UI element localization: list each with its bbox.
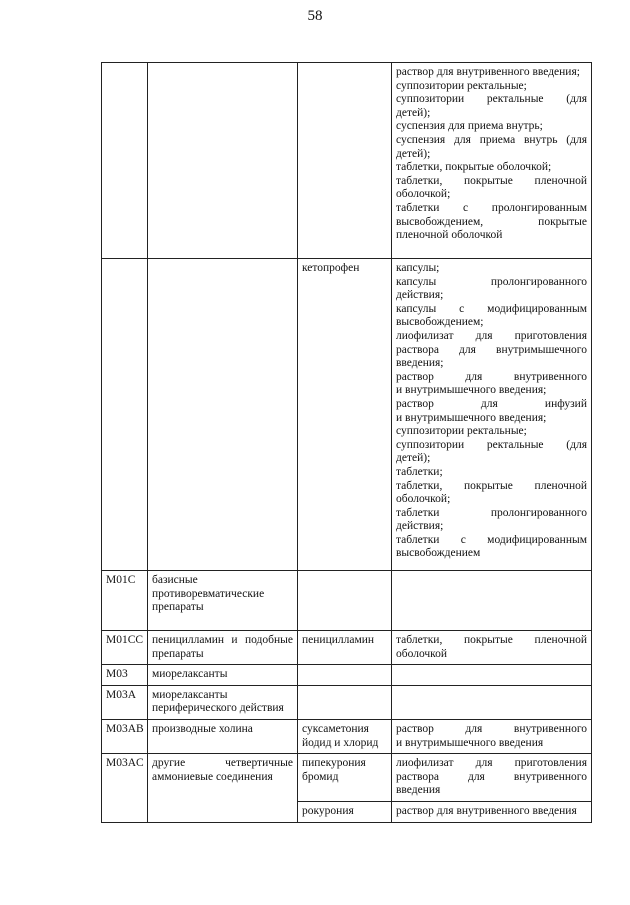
table-row <box>102 754 592 802</box>
dosage-form-line: суспензия для приема внутрь; <box>396 120 543 133</box>
dosage-forms-cell <box>392 665 592 686</box>
dosage-form-line: суппозитории ректальные; <box>396 425 527 438</box>
dosage-forms-cell <box>392 259 592 571</box>
dosage-form-line: раствора для внутривенного <box>396 770 587 783</box>
dosage-form-line: оболочкой; <box>396 188 451 201</box>
dosage-form-line: раствор для внутривенного <box>396 722 587 735</box>
dosage-form-line: и внутримышечного введения <box>396 736 544 749</box>
drug-name-cell <box>298 63 392 259</box>
table-row <box>102 719 592 753</box>
dosage-form-line: детей); <box>396 452 431 465</box>
dosage-form-line: высвобождением; <box>396 316 484 329</box>
dosage-form-line: раствор для внутривенного <box>396 370 587 383</box>
dosage-forms-cell <box>392 685 592 719</box>
group-cell: пеницилламин и подобные препараты <box>148 631 298 665</box>
dosage-form-line: детей); <box>396 106 431 119</box>
dosage-form-line: действия; <box>396 520 444 533</box>
dosage-forms-cell <box>392 631 592 665</box>
page-number: 58 <box>307 8 323 24</box>
dosage-forms-cell <box>392 571 592 631</box>
atc-code-cell <box>102 63 148 259</box>
atc-code-cell: M03A <box>102 685 148 719</box>
dosage-form-line: таблетки, покрытые пленочной <box>396 634 587 646</box>
table-row <box>102 665 592 686</box>
dosage-form-line: суспензия для приема внутрь (для <box>396 133 587 146</box>
dosage-forms-cell <box>392 63 592 259</box>
dosage-form-line: детей); <box>396 147 431 160</box>
dosage-form-line: введения <box>396 784 441 797</box>
dosage-form-line: капсулы с модифицированным <box>396 302 587 315</box>
drug-name-cell: пипекурония бромид <box>298 754 392 802</box>
dosage-form-line: и внутримышечного введения; <box>396 411 547 424</box>
dosage-form-line: таблетки пролонгированного <box>396 506 587 519</box>
drug-name-cell: пеницилламин <box>298 631 392 665</box>
dosage-form-line: раствора для внутримышечного <box>396 343 587 356</box>
dosage-form-line: раствор для инфузий <box>396 397 587 410</box>
table-row <box>102 631 592 665</box>
table-row <box>102 571 592 631</box>
dosage-form-line: раствор для внутривенного введения; <box>396 66 580 78</box>
drug-name-cell <box>298 665 392 686</box>
dosage-form-line: суппозитории ректальные (для <box>396 438 587 451</box>
dosage-form-line: лиофилизат для приготовления <box>396 329 587 342</box>
group-cell: миорелаксанты <box>148 665 298 686</box>
dosage-form-line: суппозитории ректальные; <box>396 79 527 92</box>
dosage-form-line: капсулы; <box>396 262 440 274</box>
table-row <box>102 685 592 719</box>
drug-name-cell: суксаметония йодид и хлорид <box>298 719 392 753</box>
dosage-form-line: лиофилизат для приготовления <box>396 757 587 770</box>
drug-name-cell <box>298 571 392 631</box>
dosage-form-line: таблетки, покрытые пленочной <box>396 479 587 492</box>
atc-code-cell: M03AC <box>102 754 148 822</box>
dosage-form-line: раствор для внутривенного введения <box>396 804 577 817</box>
dosage-form-line: высвобождением, покрытые <box>396 215 587 228</box>
atc-code-cell: M01C <box>102 571 148 631</box>
dosage-form-line: и внутримышечного введения; <box>396 384 547 397</box>
dosage-form-line: таблетки с пролонгированным <box>396 201 587 214</box>
dosage-form-line: действия; <box>396 289 444 302</box>
group-cell <box>148 259 298 571</box>
drug-table <box>101 62 592 823</box>
group-cell: базисные противоревматические препараты <box>148 571 298 631</box>
dosage-forms-cell <box>392 801 592 822</box>
dosage-form-line: таблетки, покрытые оболочкой; <box>396 161 552 174</box>
atc-code-cell: M03 <box>102 665 148 686</box>
drug-name-cell: кетопрофен <box>298 259 392 571</box>
dosage-form-line: суппозитории ректальные (для <box>396 93 587 106</box>
atc-code-cell <box>102 259 148 571</box>
atc-code-cell: M03AB <box>102 719 148 753</box>
group-cell: другие четвертичные аммониевые соединения <box>148 754 298 822</box>
dosage-form-line: капсулы пролонгированного <box>396 275 587 288</box>
dosage-forms-cell <box>392 719 592 753</box>
table-row <box>102 259 592 571</box>
dosage-form-line: высвобождением <box>396 547 481 560</box>
table-row <box>102 63 592 259</box>
atc-code-cell: M01CC <box>102 631 148 665</box>
group-cell: миорелаксанты периферического действия <box>148 685 298 719</box>
dosage-form-line: введения; <box>396 357 444 370</box>
dosage-form-line: пленочной оболочкой <box>396 229 503 242</box>
dosage-form-line: оболочкой <box>396 647 448 660</box>
dosage-form-line: таблетки; <box>396 465 443 478</box>
drug-name-cell: рокурония <box>298 801 392 822</box>
drug-name-cell <box>298 685 392 719</box>
dosage-form-line: таблетки, покрытые пленочной <box>396 174 587 187</box>
dosage-form-line: оболочкой; <box>396 493 451 506</box>
dosage-forms-cell <box>392 754 592 802</box>
group-cell: производные холина <box>148 719 298 753</box>
group-cell <box>148 63 298 259</box>
dosage-form-line: таблетки с модифицированным <box>396 533 587 546</box>
